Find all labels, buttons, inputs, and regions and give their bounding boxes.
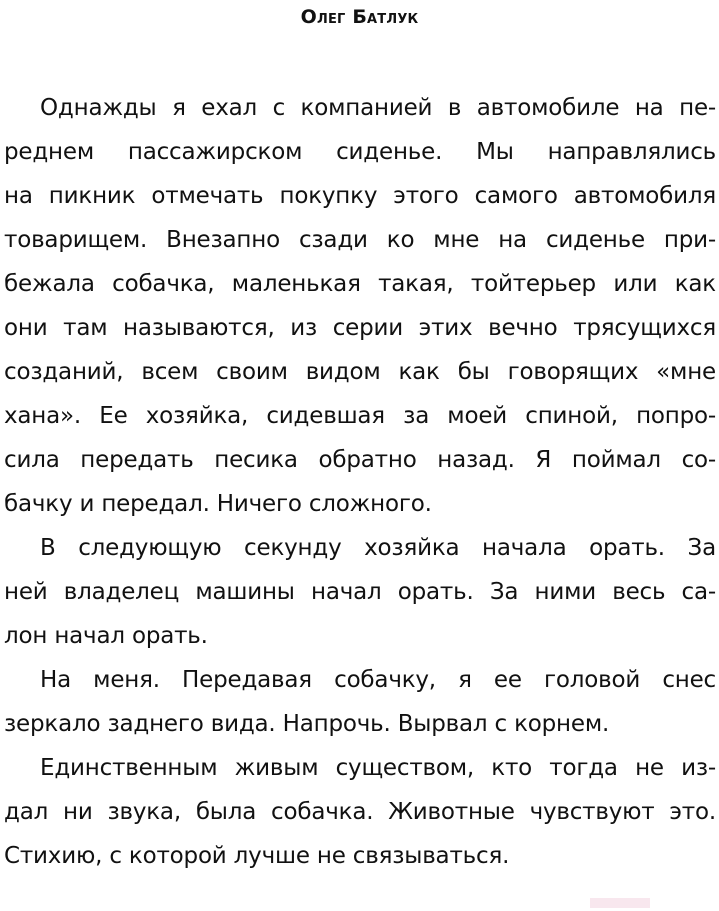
text-line: созданий, всем своим видом как бы говорящих «мне: [4, 359, 716, 385]
text-line: товарищем. Внезапно сзади ко мне на сиденье при-: [4, 227, 716, 253]
text-line: бежала собачка, маленькая такая, тойтерьер или как: [4, 271, 716, 297]
text-line: ней владелец машины начал орать. За ними весь са-: [4, 579, 716, 605]
text-line: На меня. Передавая собачку, я ее головой снес: [40, 667, 716, 693]
text-line: бачку и передал. Ничего сложного.: [4, 491, 432, 517]
text-line: дал ни звука, была собачка. Животные чувствуют это.: [4, 799, 716, 825]
text-line: Единственным живым существом, кто тогда не из-: [40, 755, 716, 781]
page-edge-highlight: [590, 898, 650, 908]
text-line: В следующую секунду хозяйка начала орать. За: [40, 535, 716, 561]
body-text: [4, 86, 716, 878]
text-line: сила передать песика обратно назад. Я поймал со-: [4, 447, 716, 473]
paragraph-1: [4, 86, 716, 526]
paragraph-3: [4, 658, 716, 746]
text-line: зеркало заднего вида. Напрочь. Вырвал с корнем.: [4, 711, 610, 737]
text-line: на пикник отмечать покупку этого самого автомобиля: [4, 183, 716, 209]
text-line: Стихию, с которой лучше не связываться.: [4, 843, 510, 869]
text-line: реднем пассажирском сиденье. Мы направлялись: [4, 139, 716, 165]
text-line: они там называются, из серии этих вечно трясущихся: [4, 315, 716, 341]
paragraph-2: [4, 526, 716, 658]
text-line: лон начал орать.: [4, 623, 208, 649]
running-header-author: Олег Батлук: [300, 6, 419, 28]
text-line: Однажды я ехал с компанией в автомобиле на пе-: [40, 95, 716, 121]
text-line: хана». Ее хозяйка, сидевшая за моей спиной, попро-: [4, 403, 716, 429]
paragraph-4: [4, 746, 716, 878]
